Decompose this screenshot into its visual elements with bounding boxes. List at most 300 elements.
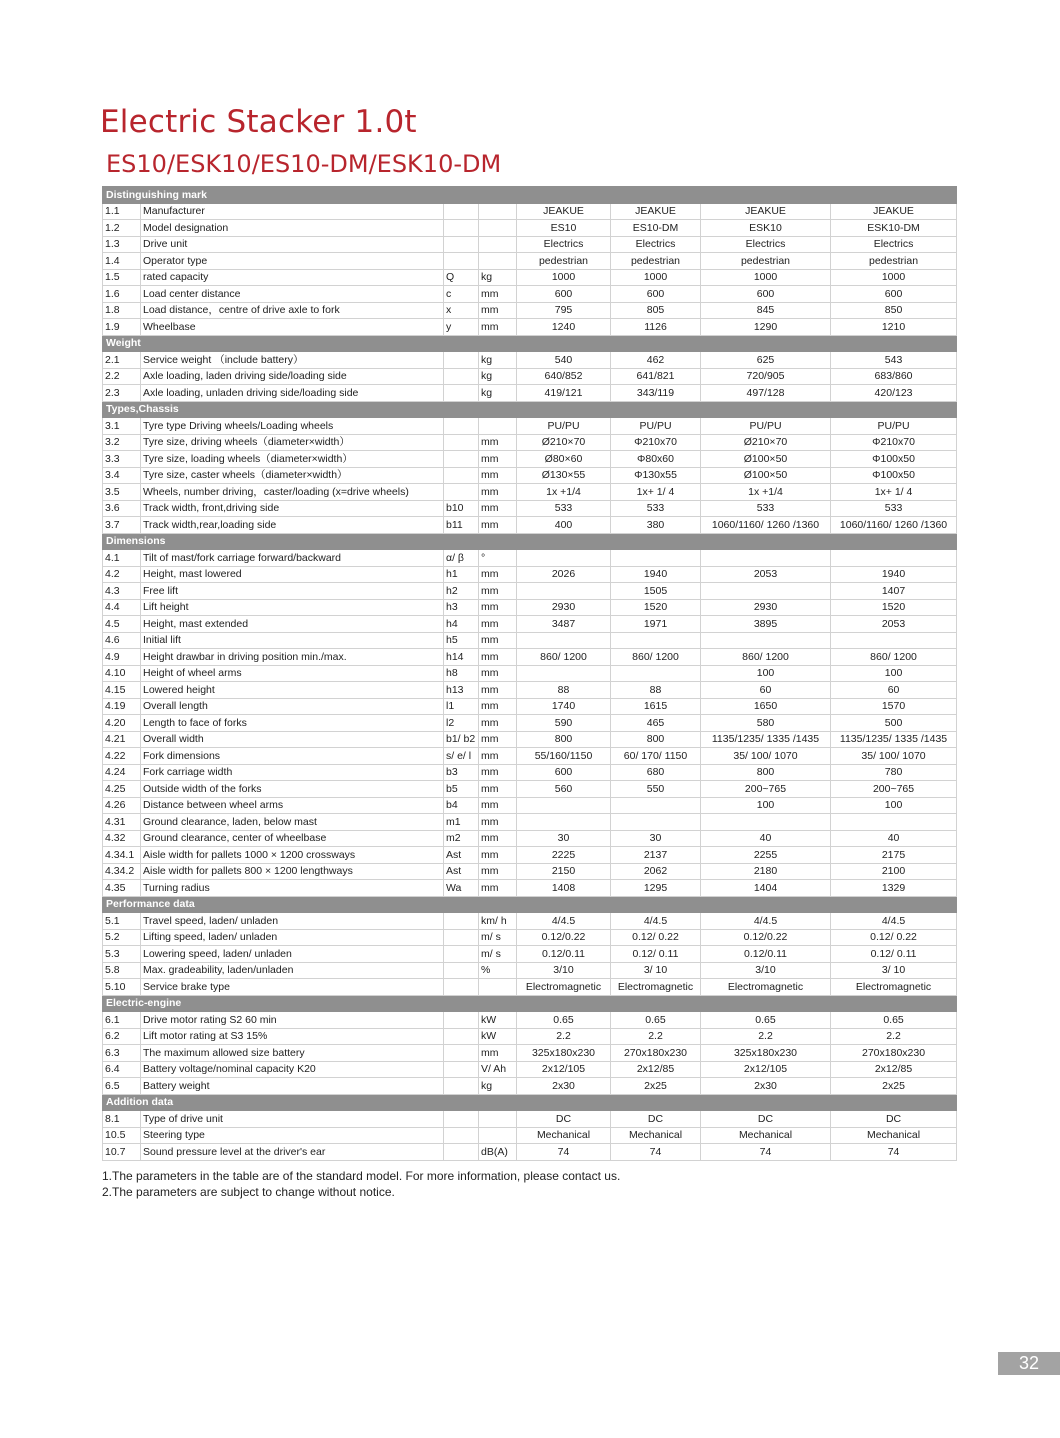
row-label: Load distance，centre of drive axle to fork <box>141 302 444 319</box>
row-unit: mm <box>479 797 517 814</box>
row-value: 0.12/0.22 <box>701 929 831 946</box>
row-value: Φ210x70 <box>611 434 701 451</box>
row-unit: kW <box>479 1028 517 1045</box>
row-value: 640/852 <box>517 368 611 385</box>
row-value: 1x +1/4 <box>701 484 831 501</box>
row-symbol: h4 <box>444 616 479 633</box>
table-row <box>103 962 957 979</box>
row-symbol: c <box>444 286 479 303</box>
row-unit <box>479 1127 517 1144</box>
row-label: Tilt of mast/fork carriage forward/backward <box>141 550 444 567</box>
table-row <box>103 682 957 699</box>
row-value: ESK10 <box>701 220 831 237</box>
row-value: Φ130x55 <box>611 467 701 484</box>
row-number: 6.4 <box>103 1061 141 1078</box>
row-unit: kg <box>479 385 517 402</box>
row-value: Mechanical <box>831 1127 957 1144</box>
row-number: 1.9 <box>103 319 141 336</box>
row-label: Height of wheel arms <box>141 665 444 682</box>
row-unit: mm <box>479 484 517 501</box>
row-value: 3895 <box>701 616 831 633</box>
row-value <box>611 665 701 682</box>
row-label: Service weight （include battery） <box>141 352 444 369</box>
row-symbol <box>444 418 479 435</box>
row-value: 590 <box>517 715 611 732</box>
row-value: 2053 <box>831 616 957 633</box>
table-row <box>103 632 957 649</box>
row-label: Service brake type <box>141 979 444 996</box>
table-row <box>103 1061 957 1078</box>
row-value: 2x25 <box>611 1078 701 1095</box>
row-value <box>701 550 831 567</box>
table-row <box>103 269 957 286</box>
row-value: 1740 <box>517 698 611 715</box>
row-value: 641/821 <box>611 368 701 385</box>
row-label: Height drawbar in driving position min./max. <box>141 649 444 666</box>
row-value: 533 <box>517 500 611 517</box>
row-value: 1000 <box>831 269 957 286</box>
row-number: 4.6 <box>103 632 141 649</box>
row-number: 4.21 <box>103 731 141 748</box>
row-symbol <box>444 484 479 501</box>
row-value: 2053 <box>701 566 831 583</box>
row-unit: mm <box>479 286 517 303</box>
row-unit <box>479 253 517 270</box>
section-title: Types,Chassis <box>103 401 957 418</box>
row-symbol <box>444 203 479 220</box>
row-number: 3.5 <box>103 484 141 501</box>
row-value: Φ80x60 <box>611 451 701 468</box>
section-title: Distinguishing mark <box>103 187 957 204</box>
row-value: 420/123 <box>831 385 957 402</box>
row-unit: mm <box>479 500 517 517</box>
row-number: 1.6 <box>103 286 141 303</box>
row-value: ES10 <box>517 220 611 237</box>
table-row <box>103 1144 957 1161</box>
row-label: Max. gradeability, laden/unladen <box>141 962 444 979</box>
row-value: 1060/1160/ 1260 /1360 <box>831 517 957 534</box>
row-value: 343/119 <box>611 385 701 402</box>
row-unit: km/ h <box>479 913 517 930</box>
row-unit: V/ Ah <box>479 1061 517 1078</box>
row-label: Outside width of the forks <box>141 781 444 798</box>
row-symbol: m1 <box>444 814 479 831</box>
row-value: pedestrian <box>701 253 831 270</box>
row-value: 60/ 170/ 1150 <box>611 748 701 765</box>
row-value: DC <box>611 1111 701 1128</box>
row-value: 2225 <box>517 847 611 864</box>
row-number: 5.8 <box>103 962 141 979</box>
section-title: Addition data <box>103 1094 957 1111</box>
row-value <box>701 583 831 600</box>
row-value: 3/ 10 <box>831 962 957 979</box>
row-value <box>701 814 831 831</box>
row-label: Operator type <box>141 253 444 270</box>
row-value: 1570 <box>831 698 957 715</box>
row-symbol <box>444 1045 479 1062</box>
table-row <box>103 599 957 616</box>
row-unit: mm <box>479 566 517 583</box>
row-value: 850 <box>831 302 957 319</box>
row-value: DC <box>701 1111 831 1128</box>
row-label: Axle loading, laden driving side/loading side <box>141 368 444 385</box>
row-symbol <box>444 913 479 930</box>
row-value: 100 <box>701 797 831 814</box>
table-row <box>103 236 957 253</box>
row-unit: kg <box>479 1078 517 1095</box>
row-value: 580 <box>701 715 831 732</box>
row-symbol: m2 <box>444 830 479 847</box>
table-row <box>103 418 957 435</box>
row-number: 4.3 <box>103 583 141 600</box>
row-label: Track width, front,driving side <box>141 500 444 517</box>
row-label: Type of drive unit <box>141 1111 444 1128</box>
row-unit: mm <box>479 781 517 798</box>
row-value: DC <box>831 1111 957 1128</box>
row-value: 2137 <box>611 847 701 864</box>
row-label: Lowered height <box>141 682 444 699</box>
row-value: 4/4.5 <box>701 913 831 930</box>
row-value: Electrics <box>831 236 957 253</box>
row-value: 860/ 1200 <box>611 649 701 666</box>
row-number: 3.1 <box>103 418 141 435</box>
row-unit: m/ s <box>479 946 517 963</box>
row-value <box>517 632 611 649</box>
row-symbol: h2 <box>444 583 479 600</box>
row-number: 4.9 <box>103 649 141 666</box>
row-value: 2150 <box>517 863 611 880</box>
row-unit: mm <box>479 863 517 880</box>
row-symbol: Ast <box>444 847 479 864</box>
row-value: 1520 <box>611 599 701 616</box>
table-row <box>103 715 957 732</box>
table-row <box>103 1078 957 1095</box>
row-symbol <box>444 1078 479 1095</box>
row-value: 2.2 <box>611 1028 701 1045</box>
row-value: 600 <box>611 286 701 303</box>
row-symbol <box>444 236 479 253</box>
row-value: ESK10-DM <box>831 220 957 237</box>
row-label: Lift motor rating at S3 15% <box>141 1028 444 1045</box>
row-symbol <box>444 385 479 402</box>
row-value: Φ210x70 <box>831 434 957 451</box>
row-label: Lift height <box>141 599 444 616</box>
row-label: Drive unit <box>141 236 444 253</box>
row-value <box>517 797 611 814</box>
row-value: 462 <box>611 352 701 369</box>
row-value: PU/PU <box>611 418 701 435</box>
row-unit <box>479 1111 517 1128</box>
row-value: Electromagnetic <box>831 979 957 996</box>
page-title: Electric Stacker 1.0t <box>100 104 417 140</box>
row-value: 0.65 <box>831 1012 957 1029</box>
row-value: 1505 <box>611 583 701 600</box>
row-value: pedestrian <box>831 253 957 270</box>
row-value: Ø100×50 <box>701 451 831 468</box>
row-value: 800 <box>517 731 611 748</box>
row-label: Load center distance <box>141 286 444 303</box>
row-number: 1.5 <box>103 269 141 286</box>
row-label: Battery weight <box>141 1078 444 1095</box>
table-row <box>103 220 957 237</box>
row-value: 1x +1/4 <box>517 484 611 501</box>
row-value: Ø80×60 <box>517 451 611 468</box>
row-unit: mm <box>479 830 517 847</box>
row-value <box>517 665 611 682</box>
row-value: 2.2 <box>517 1028 611 1045</box>
row-value: 550 <box>611 781 701 798</box>
table-row <box>103 484 957 501</box>
row-number: 4.5 <box>103 616 141 633</box>
row-number: 4.2 <box>103 566 141 583</box>
table-row <box>103 1028 957 1045</box>
table-row <box>103 434 957 451</box>
row-label: Lifting speed, laden/ unladen <box>141 929 444 946</box>
row-value: 497/128 <box>701 385 831 402</box>
table-row <box>103 929 957 946</box>
row-number: 1.8 <box>103 302 141 319</box>
row-value: 3/10 <box>701 962 831 979</box>
row-label: Drive motor rating S2 60 min <box>141 1012 444 1029</box>
row-label: Battery voltage/nominal capacity K20 <box>141 1061 444 1078</box>
row-number: 2.2 <box>103 368 141 385</box>
row-number: 5.2 <box>103 929 141 946</box>
row-value: pedestrian <box>517 253 611 270</box>
row-unit <box>479 418 517 435</box>
row-symbol: b5 <box>444 781 479 798</box>
row-value: 60 <box>831 682 957 699</box>
row-number: 3.6 <box>103 500 141 517</box>
row-label: Ground clearance, laden, below mast <box>141 814 444 831</box>
row-label: The maximum allowed size battery <box>141 1045 444 1062</box>
row-value: 0.12/ 0.11 <box>611 946 701 963</box>
row-unit: mm <box>479 302 517 319</box>
row-label: rated capacity <box>141 269 444 286</box>
row-unit: mm <box>479 698 517 715</box>
row-value: 100 <box>831 797 957 814</box>
table-row <box>103 286 957 303</box>
table-row <box>103 583 957 600</box>
row-symbol: Ast <box>444 863 479 880</box>
row-value: 60 <box>701 682 831 699</box>
row-value: 1000 <box>611 269 701 286</box>
row-value <box>831 814 957 831</box>
row-value: 4/4.5 <box>517 913 611 930</box>
section-title: Dimensions <box>103 533 957 550</box>
row-value <box>701 632 831 649</box>
row-label: Sound pressure level at the driver's ear <box>141 1144 444 1161</box>
row-number: 4.31 <box>103 814 141 831</box>
row-number: 8.1 <box>103 1111 141 1128</box>
row-value: 100 <box>701 665 831 682</box>
row-unit: kg <box>479 352 517 369</box>
row-value: 270x180x230 <box>831 1045 957 1062</box>
row-value: 2x12/105 <box>517 1061 611 1078</box>
row-symbol: y <box>444 319 479 336</box>
table-row <box>103 979 957 996</box>
row-symbol <box>444 929 479 946</box>
row-label: Wheelbase <box>141 319 444 336</box>
row-value: 0.12/0.11 <box>701 946 831 963</box>
row-value <box>611 814 701 831</box>
row-unit: mm <box>479 467 517 484</box>
row-label: Fork dimensions <box>141 748 444 765</box>
row-value: 560 <box>517 781 611 798</box>
row-value: 2x25 <box>831 1078 957 1095</box>
row-value: 1520 <box>831 599 957 616</box>
section-header <box>103 533 957 550</box>
row-symbol <box>444 1028 479 1045</box>
row-unit: mm <box>479 517 517 534</box>
row-label: Free lift <box>141 583 444 600</box>
row-value: 600 <box>517 764 611 781</box>
row-symbol: Q <box>444 269 479 286</box>
row-value: 3/10 <box>517 962 611 979</box>
row-value: 2930 <box>701 599 831 616</box>
row-value: 500 <box>831 715 957 732</box>
row-number: 10.5 <box>103 1127 141 1144</box>
row-unit: % <box>479 962 517 979</box>
table-row <box>103 1127 957 1144</box>
section-header <box>103 1094 957 1111</box>
table-row <box>103 797 957 814</box>
row-number: 4.20 <box>103 715 141 732</box>
row-unit: kg <box>479 368 517 385</box>
row-unit: mm <box>479 1045 517 1062</box>
row-number: 4.34.1 <box>103 847 141 864</box>
row-value: 88 <box>611 682 701 699</box>
row-value: 35/ 100/ 1070 <box>831 748 957 765</box>
section-header <box>103 335 957 352</box>
row-symbol: b1/ b2 <box>444 731 479 748</box>
row-number: 3.4 <box>103 467 141 484</box>
row-label: Aisle width for pallets 1000 × 1200 crossways <box>141 847 444 864</box>
row-value: 1x+ 1/ 4 <box>611 484 701 501</box>
row-number: 6.5 <box>103 1078 141 1095</box>
row-symbol: h5 <box>444 632 479 649</box>
row-value: 1940 <box>611 566 701 583</box>
row-symbol: x <box>444 302 479 319</box>
table-row <box>103 649 957 666</box>
row-symbol: b10 <box>444 500 479 517</box>
table-row <box>103 319 957 336</box>
table-row <box>103 698 957 715</box>
row-value: 2.2 <box>701 1028 831 1045</box>
row-unit: mm <box>479 632 517 649</box>
row-unit: mm <box>479 665 517 682</box>
row-unit <box>479 220 517 237</box>
row-number: 4.26 <box>103 797 141 814</box>
row-value: 1000 <box>701 269 831 286</box>
row-value: 2x12/85 <box>611 1061 701 1078</box>
row-unit: mm <box>479 847 517 864</box>
table-row <box>103 352 957 369</box>
row-value: 1650 <box>701 698 831 715</box>
table-row <box>103 467 957 484</box>
row-value: 74 <box>611 1144 701 1161</box>
section-header <box>103 896 957 913</box>
table-row <box>103 665 957 682</box>
row-symbol: l1 <box>444 698 479 715</box>
row-value: 1210 <box>831 319 957 336</box>
row-label: Tyre size, loading wheels（diameter×width） <box>141 451 444 468</box>
row-label: Initial lift <box>141 632 444 649</box>
row-value: JEAKUE <box>517 203 611 220</box>
row-value: 2x12/85 <box>831 1061 957 1078</box>
row-value: 1135/1235/ 1335 /1435 <box>701 731 831 748</box>
row-value <box>611 797 701 814</box>
row-number: 2.3 <box>103 385 141 402</box>
row-value: 533 <box>611 500 701 517</box>
row-unit: mm <box>479 814 517 831</box>
row-unit: mm <box>479 649 517 666</box>
table-row <box>103 385 957 402</box>
table-row <box>103 880 957 897</box>
row-value: 40 <box>831 830 957 847</box>
row-symbol: h13 <box>444 682 479 699</box>
row-value: Φ100x50 <box>831 467 957 484</box>
row-value <box>517 814 611 831</box>
row-symbol <box>444 220 479 237</box>
row-unit: mm <box>479 764 517 781</box>
row-value: Electrics <box>701 236 831 253</box>
table-row <box>103 764 957 781</box>
row-unit: mm <box>479 748 517 765</box>
row-label: Model designation <box>141 220 444 237</box>
row-symbol <box>444 1012 479 1029</box>
row-symbol <box>444 451 479 468</box>
row-symbol <box>444 962 479 979</box>
row-symbol <box>444 1111 479 1128</box>
row-value <box>517 583 611 600</box>
row-value: 0.65 <box>517 1012 611 1029</box>
row-number: 4.15 <box>103 682 141 699</box>
table-row <box>103 1012 957 1029</box>
row-label: Tyre size, caster wheels（diameter×width） <box>141 467 444 484</box>
row-symbol: Wa <box>444 880 479 897</box>
row-number: 6.3 <box>103 1045 141 1062</box>
row-number: 4.22 <box>103 748 141 765</box>
row-symbol: h1 <box>444 566 479 583</box>
row-number: 4.24 <box>103 764 141 781</box>
table-row <box>103 946 957 963</box>
row-value: 543 <box>831 352 957 369</box>
row-number: 1.3 <box>103 236 141 253</box>
row-value: 4/4.5 <box>831 913 957 930</box>
table-row <box>103 731 957 748</box>
row-symbol: l2 <box>444 715 479 732</box>
row-symbol <box>444 434 479 451</box>
table-row <box>103 847 957 864</box>
row-value: 1404 <box>701 880 831 897</box>
row-value: 800 <box>701 764 831 781</box>
row-number: 4.35 <box>103 880 141 897</box>
row-label: Manufacturer <box>141 203 444 220</box>
row-value: 3487 <box>517 616 611 633</box>
row-value: JEAKUE <box>701 203 831 220</box>
row-value: Electromagnetic <box>611 979 701 996</box>
row-label: Length to face of forks <box>141 715 444 732</box>
row-label: Axle loading, unladen driving side/loading side <box>141 385 444 402</box>
row-label: Lowering speed, laden/ unladen <box>141 946 444 963</box>
row-value: 1240 <box>517 319 611 336</box>
table-row <box>103 517 957 534</box>
row-value: 1971 <box>611 616 701 633</box>
row-symbol: h8 <box>444 665 479 682</box>
section-header <box>103 187 957 204</box>
table-row <box>103 550 957 567</box>
row-value: 0.12/ 0.22 <box>611 929 701 946</box>
